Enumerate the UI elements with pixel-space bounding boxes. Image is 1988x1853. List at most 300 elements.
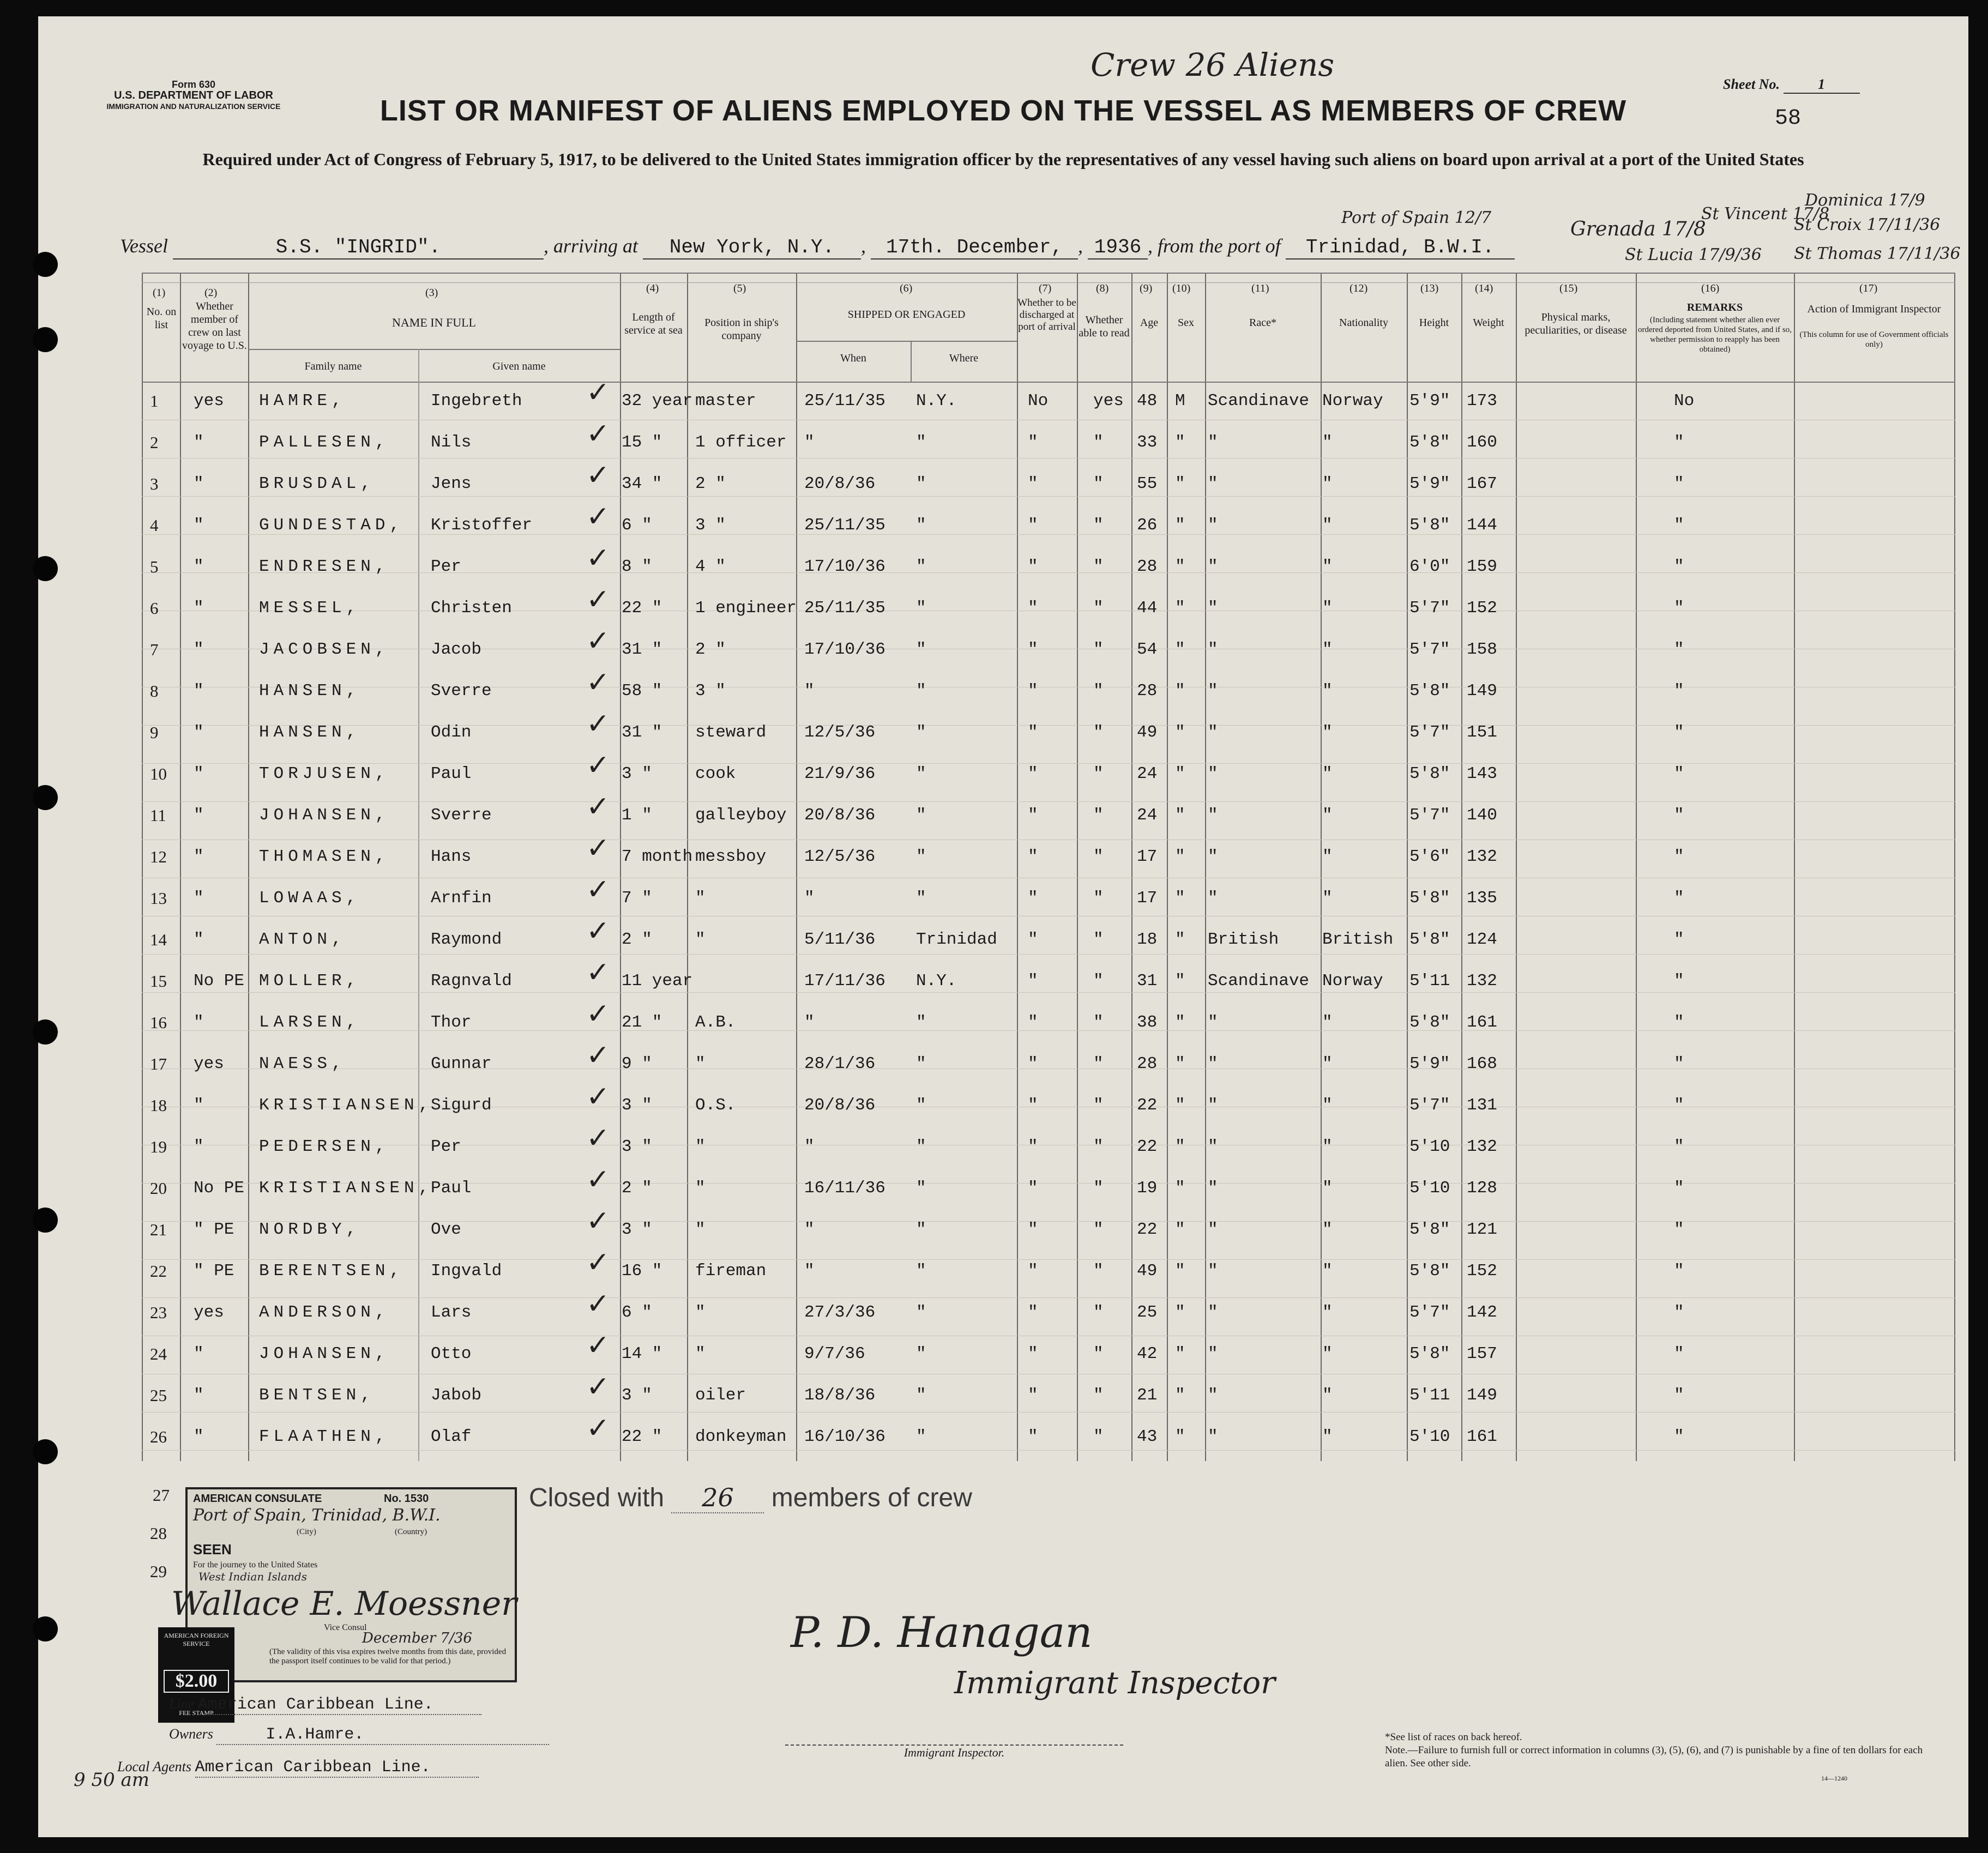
shipped-where-cell: Trinidad xyxy=(916,930,997,949)
family-name-cell: THOMASEN, xyxy=(259,847,390,866)
remarks-cell: No xyxy=(1674,391,1695,411)
height-cell: 5'8" xyxy=(1409,889,1450,908)
last-voyage-cell: " PE xyxy=(194,1262,234,1281)
given-name-cell: Lars xyxy=(431,1303,472,1322)
hdr-physical-marks: Physical marks, peculiarities, or disease xyxy=(1525,311,1627,336)
able-read-cell: " xyxy=(1093,1262,1104,1281)
given-name-cell: Paul xyxy=(431,764,472,783)
height-cell: 5'8" xyxy=(1409,1344,1450,1363)
sex-cell: " xyxy=(1175,847,1185,866)
row-number: 16 xyxy=(150,1013,167,1032)
row-number-29: 29 xyxy=(150,1562,167,1581)
sex-cell: " xyxy=(1175,806,1185,825)
punch-hole xyxy=(33,1439,58,1464)
position-cell: 4 " xyxy=(695,557,726,576)
service-length-cell: 3 " xyxy=(622,1137,652,1156)
able-read-cell: " xyxy=(1093,971,1104,991)
race-cell: " xyxy=(1208,1137,1218,1156)
shipped-where-cell: " xyxy=(916,1303,926,1322)
consulate-city-label: (City) xyxy=(297,1528,316,1536)
sex-cell: " xyxy=(1175,599,1185,618)
vessel-name: S.S. "INGRID". xyxy=(173,236,544,259)
position-cell: " xyxy=(695,930,706,949)
age-cell: 17 xyxy=(1137,889,1158,908)
inspector-handwritten-title: Immigrant Inspector xyxy=(954,1665,1275,1701)
race-cell: " xyxy=(1208,1427,1218,1446)
shipped-when-cell: " xyxy=(804,433,815,452)
discharged-cell: No xyxy=(1028,391,1049,411)
last-voyage-cell: " xyxy=(194,806,204,825)
given-name-cell: Raymond xyxy=(431,930,502,949)
age-cell: 33 xyxy=(1137,433,1158,452)
given-name-cell: Jacob xyxy=(431,640,482,659)
height-cell: 5'8" xyxy=(1409,681,1450,701)
col-num-9: (9) xyxy=(1140,282,1153,294)
journey-label: For the journey to the United States xyxy=(193,1560,318,1570)
nationality-cell: " xyxy=(1322,723,1333,742)
arrival-date: 17th. December, xyxy=(871,236,1078,259)
position-cell: cook xyxy=(695,764,736,783)
col-num-12: (12) xyxy=(1350,282,1368,294)
shipped-when-cell: 17/10/36 xyxy=(804,640,885,659)
shipped-when-cell: 18/8/36 xyxy=(804,1386,876,1405)
row-number: 19 xyxy=(150,1137,167,1156)
consul-signature: Wallace E. Moessner xyxy=(171,1585,517,1623)
weight-cell: 151 xyxy=(1467,723,1497,742)
hdr-race: Race* xyxy=(1249,317,1276,329)
hw-st-lucia: St Lucia 17/9/36 xyxy=(1625,245,1762,264)
shipped-where-cell: " xyxy=(916,1179,926,1198)
shipped-when-cell: 9/7/36 xyxy=(804,1344,865,1363)
seen-label: SEEN xyxy=(193,1541,232,1558)
check-mark-icon: ✓ xyxy=(586,500,610,533)
shipped-when-cell: " xyxy=(804,1262,815,1281)
weight-cell: 152 xyxy=(1467,599,1497,618)
age-cell: 49 xyxy=(1137,723,1158,742)
remarks-cell: " xyxy=(1674,930,1684,949)
given-name-cell: Sigurd xyxy=(431,1096,492,1115)
race-cell: " xyxy=(1208,599,1218,618)
given-name-cell: Per xyxy=(431,557,461,576)
row-number: 25 xyxy=(150,1386,167,1405)
remarks-cell: " xyxy=(1674,1013,1684,1032)
discharged-cell: " xyxy=(1028,806,1038,825)
weight-cell: 132 xyxy=(1467,971,1497,991)
nationality-cell: " xyxy=(1322,1179,1333,1198)
able-read-cell: " xyxy=(1093,433,1104,452)
age-cell: 54 xyxy=(1137,640,1158,659)
hw-port-of-spain: Port of Spain 12/7 xyxy=(1341,208,1492,227)
able-read-cell: " xyxy=(1093,1013,1104,1032)
shipped-when-cell: " xyxy=(804,1013,815,1032)
weight-cell: 142 xyxy=(1467,1303,1497,1322)
height-cell: 5'8" xyxy=(1409,1220,1450,1239)
height-cell: 5'7" xyxy=(1409,640,1450,659)
able-read-cell: yes xyxy=(1093,391,1124,411)
height-cell: 5'11 xyxy=(1409,1386,1450,1405)
service: IMMIGRATION AND NATURALIZATION SERVICE xyxy=(106,102,281,111)
race-cell: " xyxy=(1208,1054,1218,1073)
family-name-cell: MOLLER, xyxy=(259,971,361,991)
hdr-able-read: Whether able to read xyxy=(1079,314,1130,339)
able-read-cell: " xyxy=(1093,847,1104,866)
family-name-cell: LOWAAS, xyxy=(259,889,361,908)
shipped-when-cell: 27/3/36 xyxy=(804,1303,876,1322)
col-num-15: (15) xyxy=(1559,282,1578,294)
able-read-cell: " xyxy=(1093,640,1104,659)
height-cell: 5'8" xyxy=(1409,930,1450,949)
remarks-cell: " xyxy=(1674,847,1684,866)
age-cell: 26 xyxy=(1137,516,1158,535)
able-read-cell: " xyxy=(1093,1303,1104,1322)
stamp-date: December 7/36 xyxy=(362,1630,472,1646)
shipped-when-cell: 16/11/36 xyxy=(804,1179,885,1198)
height-cell: 5'10 xyxy=(1409,1427,1450,1446)
nationality-cell: " xyxy=(1322,1096,1333,1115)
hdr-discharged: Whether to be discharged at port of arrival xyxy=(1017,297,1076,333)
table-row xyxy=(142,583,1955,632)
hw-st-thomas: St Thomas 17/11/36 xyxy=(1794,244,1961,263)
given-name-cell: Jabob xyxy=(431,1386,482,1405)
consulate-place: Port of Spain, Trinidad, B.W.I. xyxy=(193,1506,441,1525)
punch-hole xyxy=(33,1019,58,1045)
col-num-17: (17) xyxy=(1859,282,1878,294)
table-row xyxy=(142,1329,1955,1378)
check-mark-icon: ✓ xyxy=(586,542,610,575)
remarks-cell: " xyxy=(1674,640,1684,659)
service-length-cell: 3 " xyxy=(622,1096,652,1115)
race-cell: " xyxy=(1208,847,1218,866)
race-cell: " xyxy=(1208,557,1218,576)
position-cell: 3 " xyxy=(695,516,726,535)
race-cell: " xyxy=(1208,1096,1218,1115)
vessel-label: Vessel xyxy=(120,235,168,257)
age-cell: 22 xyxy=(1137,1137,1158,1156)
family-name-cell: BRUSDAL, xyxy=(259,474,375,493)
service-length-cell: 2 " xyxy=(622,930,652,949)
discharged-cell: " xyxy=(1028,930,1038,949)
sex-cell: " xyxy=(1175,1179,1185,1198)
shipped-where-cell: N.Y. xyxy=(916,391,957,411)
nationality-cell: Norway xyxy=(1322,971,1383,991)
sex-cell: M xyxy=(1175,391,1185,411)
row-number: 17 xyxy=(150,1054,167,1073)
race-cell: " xyxy=(1208,1262,1218,1281)
shipped-when-cell: 25/11/35 xyxy=(804,599,885,618)
age-cell: 28 xyxy=(1137,557,1158,576)
departure-port: Trinidad, B.W.I. xyxy=(1286,236,1515,259)
race-cell: " xyxy=(1208,681,1218,701)
race-cell: " xyxy=(1208,516,1218,535)
sex-cell: " xyxy=(1175,1262,1185,1281)
footer-line xyxy=(169,1695,481,1715)
height-cell: 5'8" xyxy=(1409,764,1450,783)
position-cell: fireman xyxy=(695,1262,767,1281)
able-read-cell: " xyxy=(1093,557,1104,576)
shipped-where-cell: " xyxy=(916,433,926,452)
line-value: American Caribbean Line. xyxy=(198,1695,481,1715)
discharged-cell: " xyxy=(1028,599,1038,618)
position-cell: " xyxy=(695,1179,706,1198)
shipped-where-cell: " xyxy=(916,1137,926,1156)
given-name-cell: Ragnvald xyxy=(431,971,512,991)
footer-owners xyxy=(169,1725,549,1745)
table-row xyxy=(142,998,1955,1047)
discharged-cell: " xyxy=(1028,474,1038,493)
race-cell: " xyxy=(1208,474,1218,493)
last-voyage-cell: yes xyxy=(194,391,224,411)
remarks-cell: " xyxy=(1674,806,1684,825)
table-row xyxy=(142,376,1955,425)
last-voyage-cell: " xyxy=(194,723,204,742)
row-number: 2 xyxy=(150,433,159,452)
hdr-weight: Weight xyxy=(1473,317,1504,329)
height-cell: 5'11 xyxy=(1409,971,1450,991)
nationality-cell: " xyxy=(1322,764,1333,783)
position-cell: messboy xyxy=(695,847,767,866)
remarks-cell: " xyxy=(1674,516,1684,535)
hdr-shipped-engaged: SHIPPED OR ENGAGED xyxy=(847,309,966,321)
check-mark-icon: ✓ xyxy=(586,1288,610,1320)
nationality-cell: " xyxy=(1322,847,1333,866)
hdr-length-service: Length of service at sea xyxy=(624,311,683,336)
family-name-cell: MESSEL, xyxy=(259,599,361,618)
weight-cell: 132 xyxy=(1467,847,1497,866)
nationality-cell: " xyxy=(1322,1386,1333,1405)
weight-cell: 161 xyxy=(1467,1427,1497,1446)
family-name-cell: FLAATHEN, xyxy=(259,1427,390,1446)
row-number: 27 xyxy=(153,1486,170,1505)
discharged-cell: " xyxy=(1028,1386,1038,1405)
height-cell: 5'8" xyxy=(1409,516,1450,535)
weight-cell: 149 xyxy=(1467,1386,1497,1405)
race-cell: " xyxy=(1208,889,1218,908)
check-mark-icon: ✓ xyxy=(586,459,610,492)
nationality-cell: " xyxy=(1322,599,1333,618)
sex-cell: " xyxy=(1175,764,1185,783)
fee-stamp-value: $2.00 xyxy=(164,1670,229,1693)
col-num-14: (14) xyxy=(1475,282,1493,294)
row-number: 13 xyxy=(150,889,167,908)
row-number: 15 xyxy=(150,971,167,991)
age-cell: 48 xyxy=(1137,391,1158,411)
position-cell: " xyxy=(695,1344,706,1363)
last-voyage-cell: " xyxy=(194,557,204,576)
discharged-cell: " xyxy=(1028,723,1038,742)
table-row xyxy=(142,1163,1955,1212)
service-length-cell: 2 " xyxy=(622,1179,652,1198)
remarks-cell: " xyxy=(1674,557,1684,576)
service-length-cell: 11 year xyxy=(622,971,693,991)
nationality-cell: " xyxy=(1322,1262,1333,1281)
remarks-cell: " xyxy=(1674,764,1684,783)
hdr-nationality: Nationality xyxy=(1339,317,1388,329)
position-cell: 1 engineer xyxy=(695,599,797,618)
last-voyage-cell: " xyxy=(194,1137,204,1156)
table-row xyxy=(142,500,1955,550)
sheet-label: Sheet No. xyxy=(1723,76,1780,92)
shipped-when-cell: 20/8/36 xyxy=(804,1096,876,1115)
sex-cell: " xyxy=(1175,640,1185,659)
height-cell: 5'9" xyxy=(1409,1054,1450,1073)
family-name-cell: ANDERSON, xyxy=(259,1303,390,1322)
age-cell: 28 xyxy=(1137,1054,1158,1073)
service-length-cell: 8 " xyxy=(622,557,652,576)
check-mark-icon: ✓ xyxy=(586,1163,610,1196)
discharged-cell: " xyxy=(1028,1096,1038,1115)
discharged-cell: " xyxy=(1028,1179,1038,1198)
height-cell: 5'8" xyxy=(1409,1013,1450,1032)
punch-hole xyxy=(33,1208,58,1233)
remarks-cell: " xyxy=(1674,1137,1684,1156)
height-cell: 5'6" xyxy=(1409,847,1450,866)
shipped-where-cell: " xyxy=(916,764,926,783)
able-read-cell: " xyxy=(1093,806,1104,825)
discharged-cell: " xyxy=(1028,1344,1038,1363)
row-number: 23 xyxy=(150,1303,167,1322)
discharged-cell: " xyxy=(1028,640,1038,659)
race-cell: " xyxy=(1208,1179,1218,1198)
height-cell: 5'7" xyxy=(1409,723,1450,742)
shipped-when-cell: 20/8/36 xyxy=(804,474,876,493)
discharged-cell: " xyxy=(1028,1220,1038,1239)
col-num-3: (3) xyxy=(425,287,438,299)
race-cell: " xyxy=(1208,1013,1218,1032)
service-length-cell: 21 " xyxy=(622,1013,662,1032)
age-cell: 42 xyxy=(1137,1344,1158,1363)
shipped-when-cell: 12/5/36 xyxy=(804,723,876,742)
able-read-cell: " xyxy=(1093,1096,1104,1115)
fee-stamp-bottom: FEE STAMP xyxy=(179,1709,214,1717)
row-number: 3 xyxy=(150,474,159,493)
position-cell: donkeyman xyxy=(695,1427,787,1446)
sex-cell: " xyxy=(1175,516,1185,535)
hdr-no-on-list: No. on list xyxy=(146,306,177,331)
position-cell: master xyxy=(695,391,756,411)
height-cell: 5'9" xyxy=(1409,474,1450,493)
table-row xyxy=(142,832,1955,881)
hw-dominica: Dominica 17/9 xyxy=(1805,191,1925,210)
shipped-where-cell: " xyxy=(916,474,926,493)
service-length-cell: 14 " xyxy=(622,1344,662,1363)
family-name-cell: ANTON, xyxy=(259,930,346,949)
given-name-cell: Hans xyxy=(431,847,472,866)
position-cell: A.B. xyxy=(695,1013,736,1032)
remarks-cell: " xyxy=(1674,433,1684,452)
check-mark-icon: ✓ xyxy=(586,708,610,740)
last-voyage-cell: " xyxy=(194,681,204,701)
check-mark-icon: ✓ xyxy=(586,1412,610,1445)
nationality-cell: " xyxy=(1322,1344,1333,1363)
col-num-11: (11) xyxy=(1251,282,1269,294)
family-name-cell: NAESS, xyxy=(259,1054,346,1073)
given-name-cell: Kristoffer xyxy=(431,516,533,535)
able-read-cell: " xyxy=(1093,1220,1104,1239)
table-row xyxy=(142,459,1955,508)
weight-cell: 131 xyxy=(1467,1096,1497,1115)
discharged-cell: " xyxy=(1028,516,1038,535)
last-voyage-cell: " xyxy=(194,474,204,493)
nationality-cell: Norway xyxy=(1322,391,1383,411)
punch-hole xyxy=(33,252,58,277)
sex-cell: " xyxy=(1175,681,1185,701)
weight-cell: 167 xyxy=(1467,474,1497,493)
nationality-cell: " xyxy=(1322,1303,1333,1322)
races-note: *See list of races on back hereof. xyxy=(1385,1731,1522,1743)
nationality-cell: British xyxy=(1322,930,1394,949)
hdr-where: Where xyxy=(949,352,979,364)
table-row xyxy=(142,1412,1955,1461)
remarks-cell: " xyxy=(1674,599,1684,618)
race-cell: " xyxy=(1208,433,1218,452)
nationality-cell: " xyxy=(1322,557,1333,576)
table-row xyxy=(142,749,1955,798)
last-voyage-cell: " xyxy=(194,930,204,949)
race-cell: " xyxy=(1208,1303,1218,1322)
shipped-where-cell: " xyxy=(916,599,926,618)
race-cell: " xyxy=(1208,723,1218,742)
family-name-cell: PEDERSEN, xyxy=(259,1137,390,1156)
discharged-cell: " xyxy=(1028,433,1038,452)
position-cell: " xyxy=(695,1220,706,1239)
hdr-name-in-full: NAME IN FULL xyxy=(392,316,476,329)
shipped-when-cell: 5/11/36 xyxy=(804,930,876,949)
table-row xyxy=(142,666,1955,715)
form-number: Form 630 xyxy=(171,79,216,90)
inspector-signature: P. D. Hanagan xyxy=(791,1608,1093,1657)
col-num-16: (16) xyxy=(1701,282,1720,294)
given-name-cell: Sverre xyxy=(431,806,492,825)
shipped-when-cell: " xyxy=(804,1137,815,1156)
shipped-where-cell: " xyxy=(916,1344,926,1363)
hdr-family-name: Family name xyxy=(304,360,362,372)
given-name-cell: Ingvald xyxy=(431,1262,502,1281)
closing-line xyxy=(529,1483,972,1513)
table-row xyxy=(142,1371,1955,1420)
age-cell: 43 xyxy=(1137,1427,1158,1446)
given-name-cell: Sverre xyxy=(431,681,492,701)
hdr-inspector-action: Action of Immigrant Inspector xyxy=(1807,303,1941,315)
last-voyage-cell: yes xyxy=(194,1054,224,1073)
race-cell: " xyxy=(1208,806,1218,825)
shipped-where-cell: " xyxy=(916,1386,926,1405)
family-name-cell: TORJUSEN, xyxy=(259,764,390,783)
age-cell: 25 xyxy=(1137,1303,1158,1322)
remarks-cell: " xyxy=(1674,1262,1684,1281)
manifest-page xyxy=(38,16,1968,1837)
given-name-cell: Jens xyxy=(431,474,472,493)
service-length-cell: 22 " xyxy=(622,599,662,618)
last-voyage-cell: " xyxy=(194,1427,204,1446)
remarks-cell: " xyxy=(1674,1303,1684,1322)
agents-value: American Caribbean Line. xyxy=(195,1758,479,1778)
position-cell: galleyboy xyxy=(695,806,787,825)
hw-st-croix: St Croix 17/11/36 xyxy=(1794,215,1941,234)
shipped-where-cell: " xyxy=(916,889,926,908)
inspector-label: Immigrant Inspector. xyxy=(785,1745,1123,1760)
row-number: 9 xyxy=(150,723,159,742)
nationality-cell: " xyxy=(1322,640,1333,659)
shipped-when-cell: 12/5/36 xyxy=(804,847,876,866)
visa-validity-note: (The validity of this visa expires twelve months from this date, provided the passport itself continues to be valid for that period.) xyxy=(269,1647,507,1665)
age-cell: 28 xyxy=(1137,681,1158,701)
service-length-cell: 1 " xyxy=(622,806,652,825)
from-port-label: from the port of xyxy=(1158,235,1281,257)
position-cell: " xyxy=(695,1137,706,1156)
last-voyage-cell: " xyxy=(194,1096,204,1115)
family-name-cell: BENTSEN, xyxy=(259,1386,375,1405)
last-voyage-cell: " xyxy=(194,1013,204,1032)
